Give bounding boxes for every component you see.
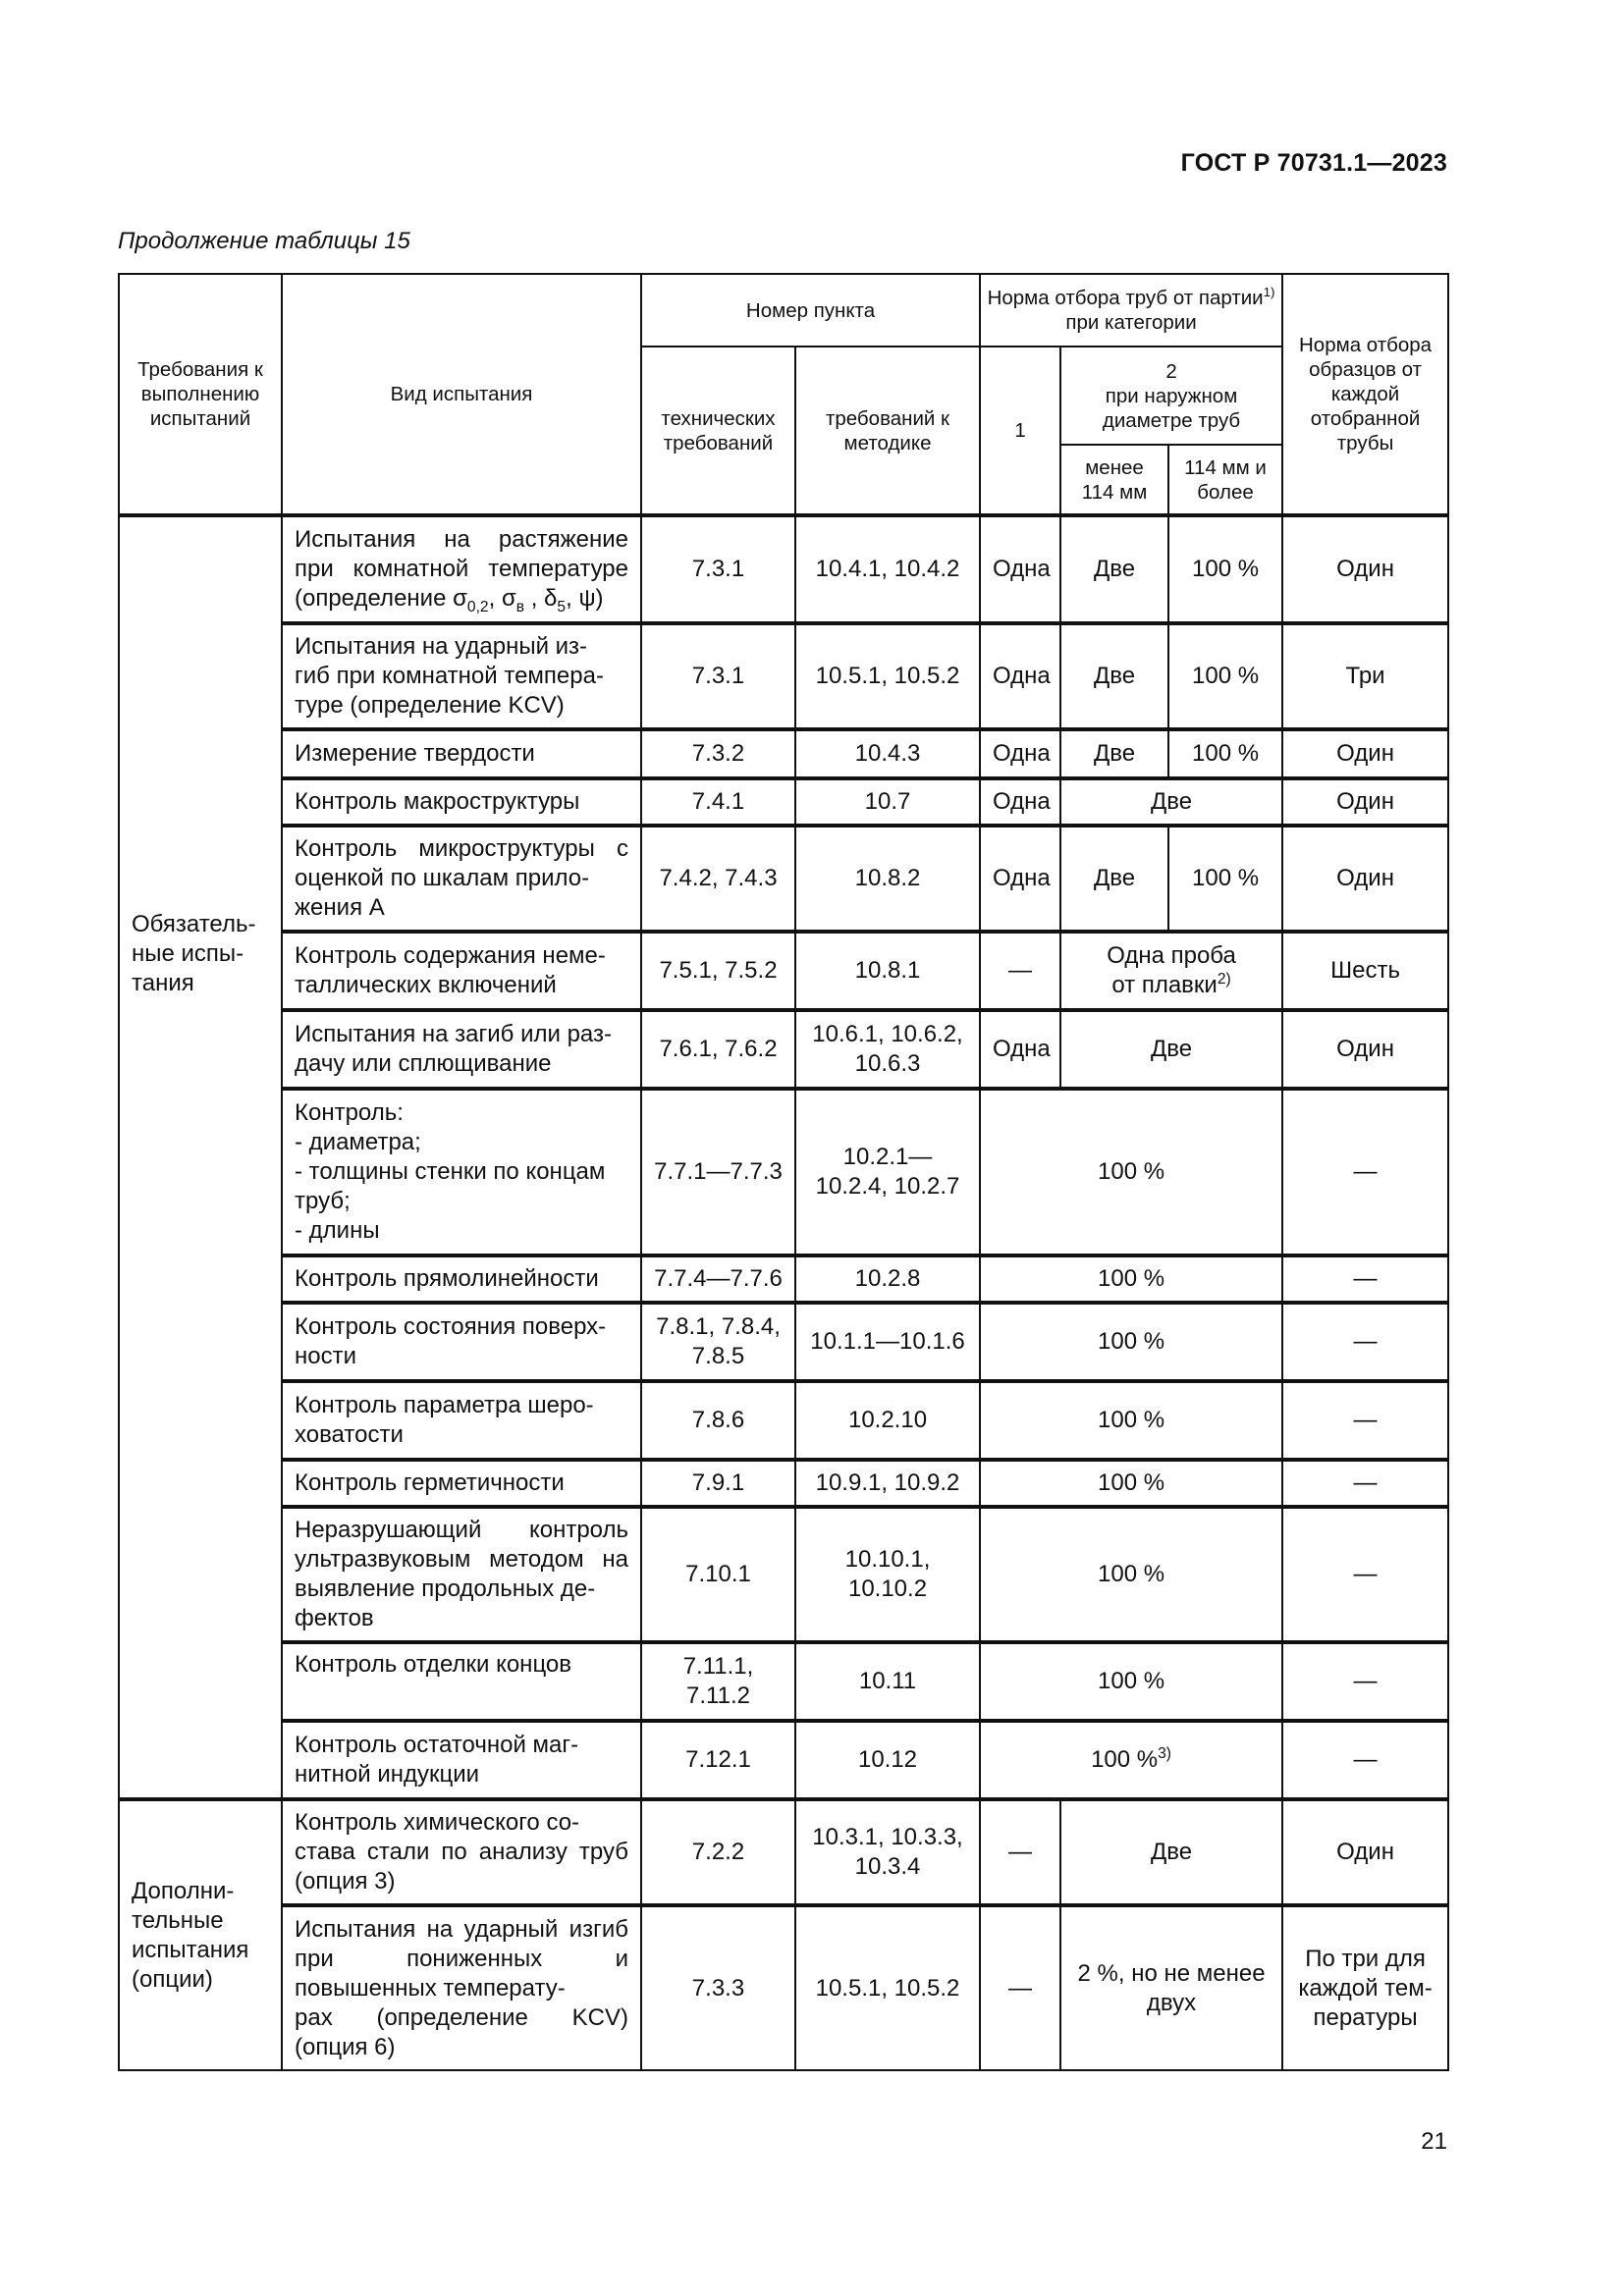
test-name: Испытания на ударный из- гиб при комнатной темпера- туре (определение KCV) (282, 623, 641, 729)
tech-clause: 7.8.6 (641, 1381, 795, 1460)
method-clause: 10.2.10 (795, 1381, 980, 1460)
table-row (119, 1381, 1448, 1460)
tech-clause: 7.3.1 (641, 623, 795, 729)
table-row (119, 729, 1448, 778)
text-fragment: Одна проба (1107, 942, 1236, 969)
method-clause: 10.4.3 (795, 729, 980, 778)
specimen-norm: Один (1282, 778, 1448, 826)
method-clause: 10.8.1 (795, 932, 980, 1010)
tech-clause: 7.10.1 (641, 1507, 795, 1642)
header-category-1: 1 (980, 347, 1060, 515)
header-row-1 (119, 274, 1448, 347)
specimen-norm: — (1282, 1460, 1448, 1507)
table-row (119, 826, 1448, 932)
text-fragment: Испытания на растяжение при комнатной температуре (определение (295, 526, 628, 612)
tech-clause: 7.7.1—7.7.3 (641, 1089, 795, 1255)
category-1-norm: — (980, 1905, 1060, 2070)
test-name: Контроль прямолинейности (282, 1255, 641, 1303)
sampling-norm-all: 100 % (980, 1255, 1282, 1303)
test-name: Контроль химического со- става стали по анализу труб (опция 3) (282, 1799, 641, 1905)
header-specimen-norm: Норма отбора образцов от каждой отобранной трубы (1282, 274, 1448, 515)
footnote-1-mark: 1) (1263, 285, 1275, 300)
text-fragment: , δ (524, 585, 558, 612)
text-fragment: 5 (557, 598, 567, 615)
text-fragment: от плавки (1111, 972, 1218, 998)
header-sampling-norm (980, 274, 1282, 347)
category-1-norm: Одна (980, 1010, 1060, 1089)
category-2-less-norm: Две (1060, 729, 1168, 778)
document-code: ГОСТ Р 70731.1—2023 (1180, 149, 1447, 177)
header-sampling-norm-text: Норма отбора труб от партии (987, 287, 1264, 309)
sampling-norm-all: 100 % (980, 1507, 1282, 1642)
header-test-type: Вид испытания (282, 274, 641, 515)
text-fragment: , (488, 585, 502, 612)
header-more-114: 114 мм и более (1168, 445, 1282, 515)
table-row (119, 1089, 1448, 1255)
method-clause: 10.10.1, 10.10.2 (795, 1507, 980, 1642)
table-row (119, 1799, 1448, 1905)
method-clause: 10.6.1, 10.6.2, 10.6.3 (795, 1010, 980, 1089)
sampling-norm-all: 100 % (980, 1303, 1282, 1381)
category-1-norm: Одна (980, 623, 1060, 729)
category-1-norm: — (980, 932, 1060, 1010)
method-clause: 10.5.1, 10.5.2 (795, 623, 980, 729)
tech-clause: 7.6.1, 7.6.2 (641, 1010, 795, 1089)
category-2-less-norm: Две (1060, 623, 1168, 729)
text-fragment: σ (501, 585, 516, 612)
category-1-norm: Одна (980, 515, 1060, 623)
header-tech-req: технических требований (641, 347, 795, 515)
method-clause: 10.8.2 (795, 826, 980, 932)
text-fragment: Контроль: (295, 1099, 404, 1126)
tech-clause: 7.3.2 (641, 729, 795, 778)
group-additional: Дополни- тельные испытания (опции) (119, 1799, 282, 2070)
test-name: Контроль отделки концов (282, 1642, 641, 1721)
category-1-norm: — (980, 1799, 1060, 1905)
category-2-norm: Две (1060, 778, 1282, 826)
specimen-norm: — (1282, 1381, 1448, 1460)
test-name: Контроль параметра шеро- ховатости (282, 1381, 641, 1460)
text-fragment: σ (453, 585, 467, 612)
requirements-table (118, 273, 1449, 2071)
sampling-norm-all: 100 % (980, 1460, 1282, 1507)
text-fragment: 0,2 (466, 598, 489, 615)
text-fragment: - толщины стенки по концам труб; (295, 1158, 606, 1214)
tech-clause: 7.8.1, 7.8.4, 7.8.5 (641, 1303, 795, 1381)
specimen-norm: Один (1282, 729, 1448, 778)
text-fragment: 100 % (1091, 1746, 1159, 1773)
footnote-3-mark: 3) (1158, 1745, 1171, 1762)
table-row (119, 932, 1448, 1010)
tech-clause: 7.3.1 (641, 515, 795, 623)
tech-clause: 7.12.1 (641, 1721, 795, 1799)
category-2-norm (1060, 932, 1282, 1010)
tech-clause: 7.7.4—7.7.6 (641, 1255, 795, 1303)
table-row (119, 515, 1448, 623)
method-clause: 10.7 (795, 778, 980, 826)
category-2-less-norm: Две (1060, 826, 1168, 932)
sampling-norm-all: 100 % (980, 1089, 1282, 1255)
specimen-norm: — (1282, 1255, 1448, 1303)
method-clause: 10.9.1, 10.9.2 (795, 1460, 980, 1507)
specimen-norm: — (1282, 1721, 1448, 1799)
method-clause: 10.12 (795, 1721, 980, 1799)
category-2-less-norm: Две (1060, 515, 1168, 623)
table-row (119, 1460, 1448, 1507)
header-category-2: 2 при наружном диаметре труб (1060, 347, 1282, 445)
table-row (119, 1255, 1448, 1303)
tech-clause: 7.4.2, 7.4.3 (641, 826, 795, 932)
tech-clause: 7.4.1 (641, 778, 795, 826)
specimen-norm: — (1282, 1642, 1448, 1721)
category-1-norm: Одна (980, 826, 1060, 932)
method-clause: 10.5.1, 10.5.2 (795, 1905, 980, 2070)
table-row (119, 1010, 1448, 1089)
category-2-norm: Две (1060, 1799, 1282, 1905)
test-name: Контроль макроструктуры (282, 778, 641, 826)
table-row (119, 1905, 1448, 2070)
category-2-more-norm: 100 % (1168, 515, 1282, 623)
specimen-norm: — (1282, 1089, 1448, 1255)
text-fragment: - длины (295, 1217, 380, 1244)
test-name (282, 1089, 641, 1255)
specimen-norm: — (1282, 1507, 1448, 1642)
tech-clause: 7.11.1, 7.11.2 (641, 1642, 795, 1721)
category-2-more-norm: 100 % (1168, 623, 1282, 729)
tech-clause: 7.5.1, 7.5.2 (641, 932, 795, 1010)
category-1-norm: Одна (980, 729, 1060, 778)
category-2-more-norm: 100 % (1168, 826, 1282, 932)
test-name: Измерение твердости (282, 729, 641, 778)
specimen-norm: Один (1282, 515, 1448, 623)
test-name: Неразрушающий контроль ультразвуковым методом на выявление продольных де- фектов (282, 1507, 641, 1642)
header-sampling-norm-suffix: при категории (1065, 311, 1197, 334)
category-2-norm: Две (1060, 1010, 1282, 1089)
sampling-norm-all: 100 % (980, 1381, 1282, 1460)
tech-clause: 7.2.2 (641, 1799, 795, 1905)
specimen-norm: Шесть (1282, 932, 1448, 1010)
table-caption: Продолжение таблицы 15 (118, 228, 410, 254)
specimen-norm: Один (1282, 826, 1448, 932)
table-row (119, 1642, 1448, 1721)
test-name: Испытания на загиб или раз- дачу или сплющивание (282, 1010, 641, 1089)
specimen-norm: Три (1282, 623, 1448, 729)
text-fragment: , ψ) (566, 585, 604, 612)
text-fragment: в (515, 598, 525, 615)
text-fragment: - диаметра; (295, 1129, 421, 1155)
specimen-norm: Один (1282, 1010, 1448, 1089)
group-mandatory: Обязатель- ные испы- тания (119, 515, 282, 1799)
table-row (119, 623, 1448, 729)
footnote-2-mark: 2) (1217, 971, 1231, 988)
test-name: Контроль остаточной маг- нитной индукции (282, 1721, 641, 1799)
test-name (282, 515, 641, 623)
method-clause: 10.3.1, 10.3.3, 10.3.4 (795, 1799, 980, 1905)
method-clause: 10.2.1—10.2.4, 10.2.7 (795, 1089, 980, 1255)
method-clause: 10.4.1, 10.4.2 (795, 515, 980, 623)
method-clause: 10.2.8 (795, 1255, 980, 1303)
method-clause: 10.11 (795, 1642, 980, 1721)
test-name: Испытания на ударный изгиб при пониженных и повышенных температу- рах (определение KCV) (опция 6) (282, 1905, 641, 2070)
test-name: Контроль содержания неме- таллических включений (282, 932, 641, 1010)
specimen-norm: Один (1282, 1799, 1448, 1905)
specimen-norm: По три для каждой тем- пературы (1282, 1905, 1448, 2070)
method-clause: 10.1.1—10.1.6 (795, 1303, 980, 1381)
category-2-norm: 2 %, но не менее двух (1060, 1905, 1282, 2070)
category-1-norm: Одна (980, 778, 1060, 826)
sampling-norm-all: 100 % (980, 1642, 1282, 1721)
table-row (119, 1303, 1448, 1381)
category-2-more-norm: 100 % (1168, 729, 1282, 778)
header-method-req: требований к методике (795, 347, 980, 515)
header-clause-number: Номер пункта (641, 274, 980, 347)
header-less-114: менее 114 мм (1060, 445, 1168, 515)
header-requirements: Требования к выполнению испытаний (119, 274, 282, 515)
sampling-norm-all (980, 1721, 1282, 1799)
tech-clause: 7.9.1 (641, 1460, 795, 1507)
test-name: Контроль состояния поверх- ности (282, 1303, 641, 1381)
table-row (119, 1721, 1448, 1799)
tech-clause: 7.3.3 (641, 1905, 795, 2070)
test-name: Контроль микроструктуры с оценкой по шкалам прило- жения А (282, 826, 641, 932)
table-row (119, 778, 1448, 826)
page-number: 21 (1421, 2128, 1447, 2155)
test-name: Контроль герметичности (282, 1460, 641, 1507)
specimen-norm: — (1282, 1303, 1448, 1381)
table-row (119, 1507, 1448, 1642)
